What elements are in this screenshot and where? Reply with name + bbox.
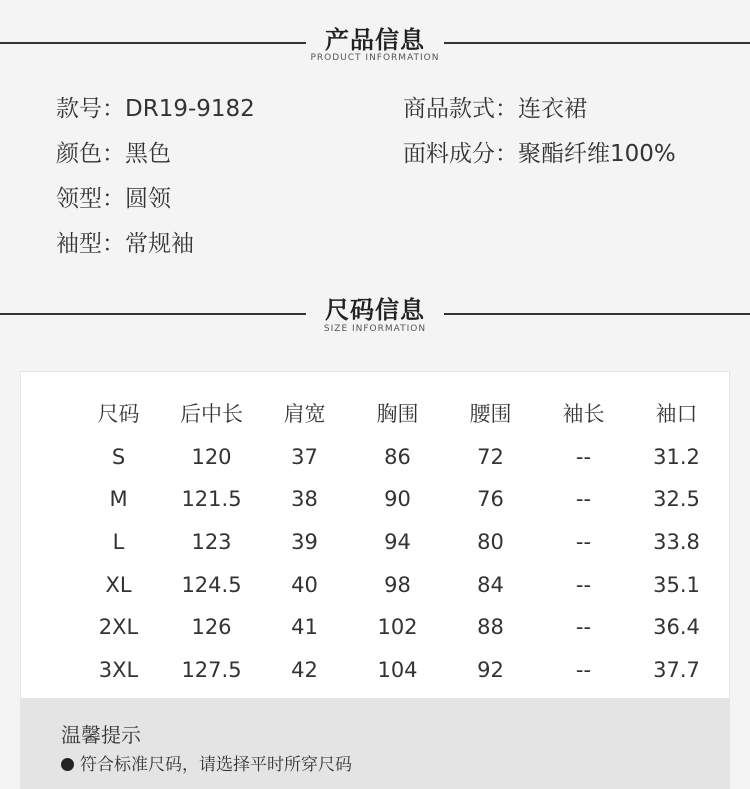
product-info-subtitle: PRODUCT INFORMATION xyxy=(310,53,440,63)
product-info-header xyxy=(0,24,750,74)
table-cell: 42 xyxy=(291,657,318,682)
table-cell: 102 xyxy=(377,615,418,640)
product-info-title: 产品信息 xyxy=(325,26,425,54)
column-header-waist: 腰围 xyxy=(469,402,512,427)
table-cell: 84 xyxy=(477,572,504,597)
table-cell: 127.5 xyxy=(181,657,242,682)
size-table-header-row xyxy=(72,393,723,436)
table-row xyxy=(72,521,723,564)
info-item-fabric: 面料成分：聚酯纤维100% xyxy=(403,141,676,167)
table-cell: 72 xyxy=(477,444,504,469)
table-cell: 33.8 xyxy=(653,530,700,555)
table-cell: 35.1 xyxy=(653,572,700,597)
table-cell: 123 xyxy=(191,530,232,555)
table-cell: 104 xyxy=(377,657,418,682)
table-cell: 32.5 xyxy=(653,487,700,512)
table-cell: 126 xyxy=(191,615,232,640)
tips-item xyxy=(61,753,352,777)
table-cell: 76 xyxy=(477,487,504,512)
size-table-panel xyxy=(20,371,730,699)
tips-title: 温馨提示 xyxy=(61,723,141,747)
table-cell: -- xyxy=(575,572,592,597)
table-cell: 98 xyxy=(384,572,411,597)
bullet-icon xyxy=(61,758,74,771)
table-row xyxy=(72,563,723,606)
table-row xyxy=(72,649,723,692)
info-item-style-number: 款号：DR19-9182 xyxy=(56,96,255,122)
table-cell: -- xyxy=(575,444,592,469)
table-cell: -- xyxy=(575,487,592,512)
table-cell: -- xyxy=(575,530,592,555)
info-item-sleeve: 袖型：常规袖 xyxy=(56,231,194,257)
table-cell: 36.4 xyxy=(653,615,700,640)
size-info-subtitle: SIZE INFORMATION xyxy=(323,324,427,334)
table-cell: 39 xyxy=(291,530,318,555)
table-cell: XL xyxy=(105,572,132,597)
table-cell: M xyxy=(109,487,128,512)
column-header-cuff: 袖口 xyxy=(655,402,698,427)
table-cell: -- xyxy=(575,657,592,682)
size-info-title: 尺码信息 xyxy=(325,296,425,324)
tips-panel xyxy=(20,699,730,789)
column-header-shoulder: 肩宽 xyxy=(283,402,326,427)
table-cell: 86 xyxy=(384,444,411,469)
table-cell: 121.5 xyxy=(181,487,242,512)
tips-text: 符合标准尺码，请选择平时所穿尺码 xyxy=(80,755,352,775)
table-row xyxy=(72,436,723,479)
column-header-size: 尺码 xyxy=(97,402,140,427)
table-cell: 92 xyxy=(477,657,504,682)
table-cell: 90 xyxy=(384,487,411,512)
table-cell: 31.2 xyxy=(653,444,700,469)
table-cell: 80 xyxy=(477,530,504,555)
info-item-collar: 领型：圆领 xyxy=(56,186,171,212)
table-cell: 88 xyxy=(477,615,504,640)
table-cell: 41 xyxy=(291,615,318,640)
table-cell: 120 xyxy=(191,444,232,469)
table-cell: 2XL xyxy=(98,615,139,640)
table-cell: 124.5 xyxy=(181,572,242,597)
table-cell: 37 xyxy=(291,444,318,469)
table-cell: L xyxy=(112,530,125,555)
size-table xyxy=(72,393,723,691)
table-cell: 37.7 xyxy=(653,657,700,682)
info-item-product-type: 商品款式：连衣裙 xyxy=(403,96,587,122)
table-cell: 94 xyxy=(384,530,411,555)
table-cell: 3XL xyxy=(98,657,139,682)
column-header-bust: 胸围 xyxy=(376,402,419,427)
table-cell: 40 xyxy=(291,572,318,597)
size-info-header xyxy=(0,296,750,346)
table-cell: 38 xyxy=(291,487,318,512)
column-header-sleeve-length: 袖长 xyxy=(562,402,605,427)
table-cell: S xyxy=(111,444,126,469)
table-row xyxy=(72,606,723,649)
table-cell: -- xyxy=(575,615,592,640)
column-header-back-length: 后中长 xyxy=(180,402,243,427)
info-item-color: 颜色：黑色 xyxy=(56,141,171,167)
table-row xyxy=(72,478,723,521)
